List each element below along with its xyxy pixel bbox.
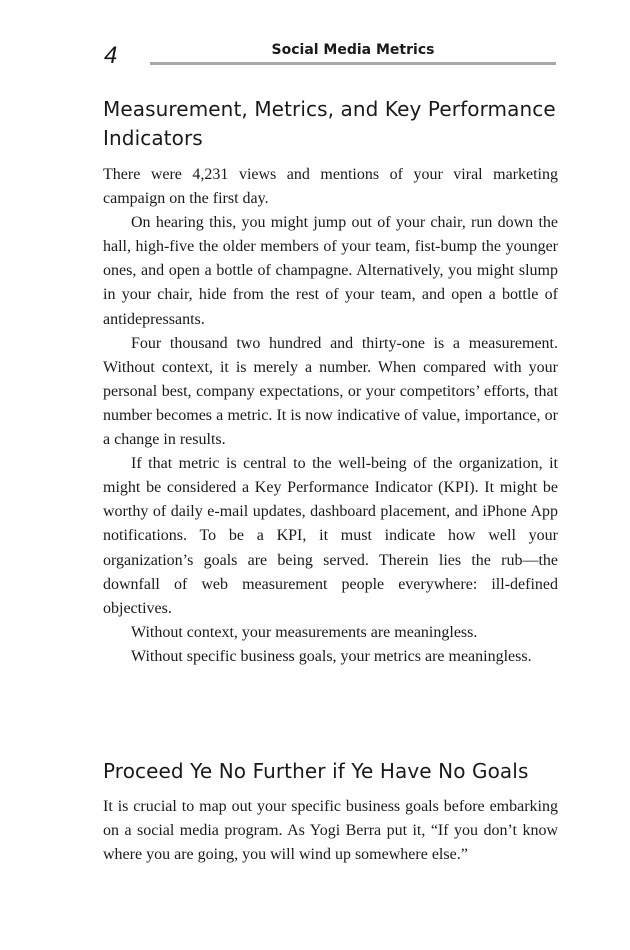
section-heading: Measurement, Metrics, and Key Performance Indicators	[103, 97, 556, 150]
paragraph: There were 4,231 views and mentions of your viral marketing campaign on the first day.	[103, 166, 558, 208]
paragraph: Without context, your measurements are meaningless.	[131, 623, 478, 641]
section-heading: Proceed Ye No Further if Ye Have No Goals	[103, 759, 529, 783]
paragraph: It is crucial to map out your specific business goals before embarking on a social media program. As Yogi Berra put it, “If you don’t know where you are going, you will wind up somewhere else.”	[103, 798, 558, 864]
paragraph: On hearing this, you might jump out of your chair, run down the hall, high-five the older members of your team, fist-bump the younger ones, and open a bottle of champagne. Alternatively, you might slump in your chair, hide from the rest of your team, and open a bottle of antidepressants.	[103, 214, 558, 328]
page-number: 4	[104, 42, 118, 69]
section-body	[103, 163, 558, 669]
paragraph: If that metric is central to the well-being of the organization, it might be considered a Key Performance Indicator (KPI). It might be worthy of daily e-mail updates, dashboard placement, and iPhone App notifications. To be a KPI, it must indicate how well your organization’s goals are being served. Therein lies the rub—the downfall of web measurement people everywhere: ill-defined objectives.	[103, 455, 558, 617]
running-head: Social Media Metrics	[271, 42, 435, 58]
paragraph: Four thousand two hundred and thirty-one is a measurement. Without context, it is merely a number. When compared with your personal best, company expectations, or your competitors’ efforts, that number becomes a metric. It is now indicative of value, importance, or a change in results.	[103, 334, 558, 449]
paragraph: Without specific business goals, your metrics are meaningless.	[131, 647, 532, 665]
section-body	[103, 795, 558, 867]
header-rule	[150, 62, 556, 65]
